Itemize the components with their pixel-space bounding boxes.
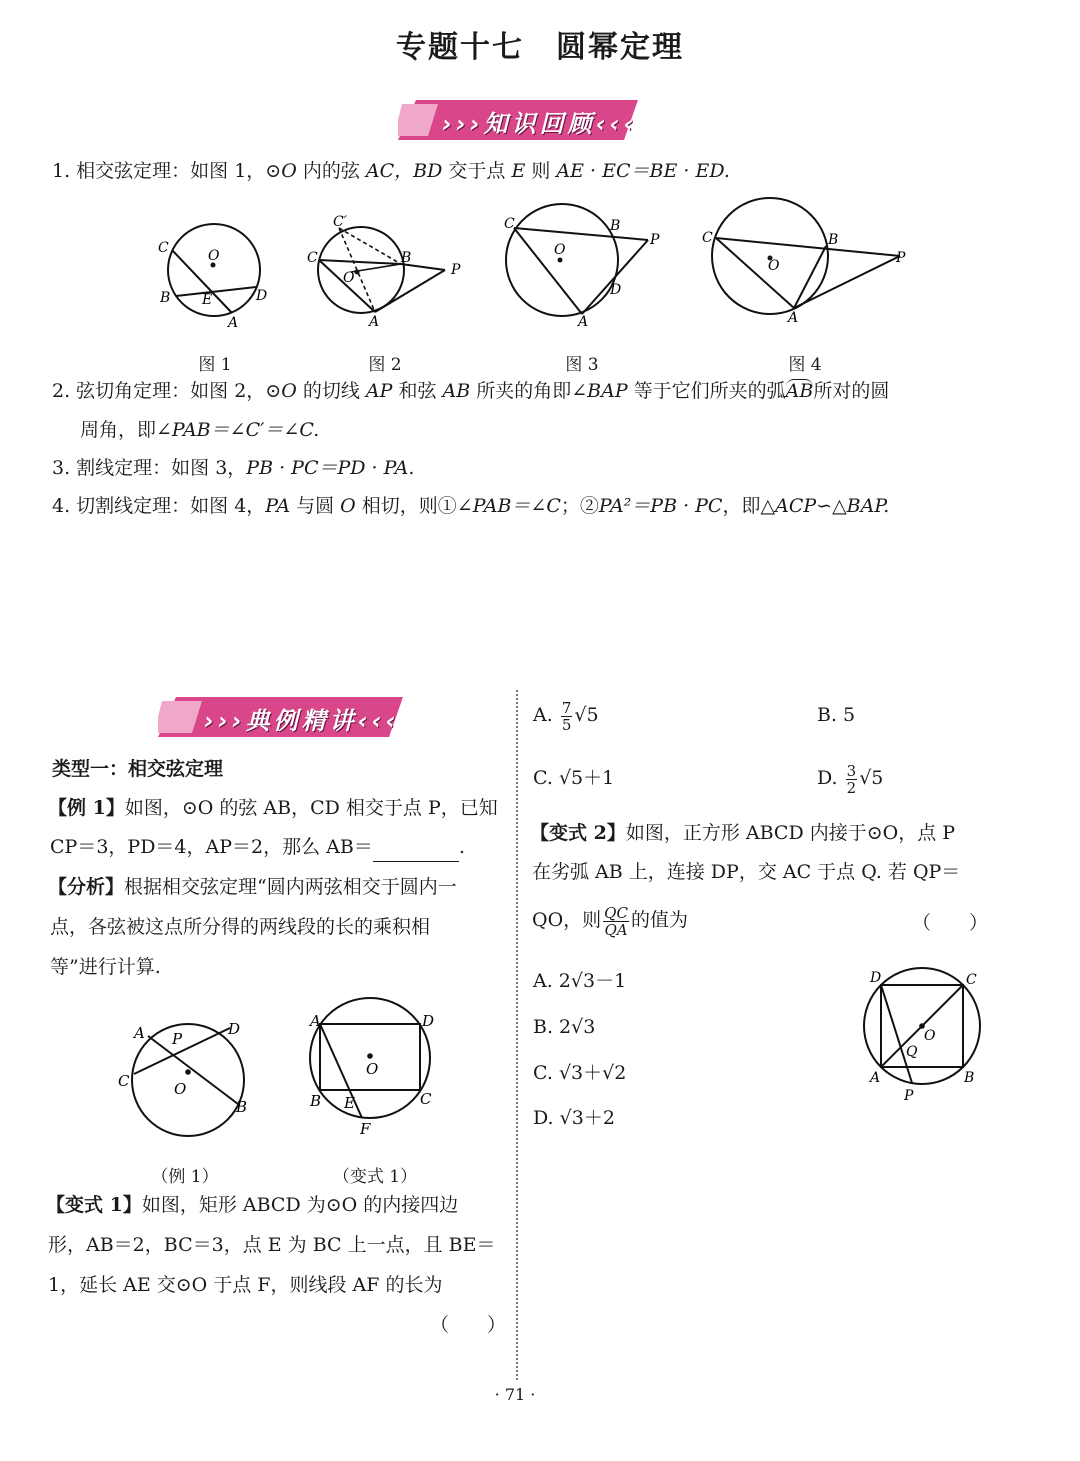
fig4-label: B [828,232,839,248]
figure-2 [305,212,475,332]
knowledge-item-2-cont [80,415,319,445]
analysis-text: 根据相交弦定理“圆内两弦相交于圆内一 [124,876,457,898]
answer-a[interactable]: A. 2√3－1 [533,970,627,992]
variant-2-diagram [858,960,988,1105]
answer-blank[interactable] [373,841,459,862]
item2-text: 和弦 [392,380,443,402]
variant-2-figure [858,960,988,1105]
item2-text: 所夹的角即∠ [470,380,588,402]
option-a-label: A. [533,704,553,726]
item4-text: 相切，则①∠ [355,495,473,517]
variant-2-text: 的值为 [630,909,688,931]
item2-text: 所对的圆 [813,380,890,402]
figure-4-caption: 图 4 [788,355,822,375]
banner-title: ›››典例精讲‹‹‹ [204,707,400,735]
item4-tangent: PA [265,495,291,517]
option-d-fraction [846,763,858,796]
ex1-label: B [236,1098,248,1116]
variant-2-answer-bracket[interactable]: （ ） [912,912,989,934]
variant-1-line-2: 形，AB＝2，BC＝3，点 E 为 BC 上一点，且 BE＝ [48,1234,496,1256]
analysis [48,872,457,902]
figure-4 [700,196,920,331]
item2-text: 2. 弦切角定理：如图 2，⊙ [52,380,282,402]
analysis-tag: 【分析】 [48,876,125,898]
example-1-figure [110,1010,260,1140]
example-1-caption: （例 1） [151,1167,219,1187]
item2-text: 周角，即∠ [80,419,172,441]
variant-1-caption: （变式 1） [332,1167,418,1187]
item3-text: 3. 割线定理：如图 3， [52,457,247,479]
var1-label: F [360,1120,371,1138]
var1-label: A [310,1012,321,1030]
var2-label: B [964,1070,975,1086]
item1-point: E [511,160,526,182]
fig3-label: B [610,218,621,234]
knowledge-item-2 [52,376,889,406]
variant-1 [46,1190,458,1220]
item2-chord: AB [442,380,471,402]
ex1-label: A [134,1024,145,1042]
item2-text: 的切线 [296,380,366,402]
var2-label: Q [906,1044,918,1060]
answer-d[interactable]: D. √3＋2 [533,1107,615,1129]
variant-1-diagram [300,990,450,1140]
item2-tangent: AP [365,380,393,402]
item2-text: 等于它们所夹的弧 [627,380,786,402]
page-number: · 71 · [494,1385,536,1404]
var2-label: C [966,972,977,988]
fig3-label: A [578,314,589,330]
fig1-label: O [208,248,220,264]
example-1-cont [50,832,465,862]
item4-text: 与圆 [290,495,341,517]
variant-2-tag: 【变式 2】 [530,822,626,844]
fig4-label: A [788,310,799,326]
option-d-label: D. [817,767,838,789]
fig2-label: C [307,250,318,266]
example-1 [48,793,498,823]
variant-2 [530,818,955,848]
option-a-root: √5 [574,704,599,726]
item4-formula: PA²＝PB · PC [598,495,723,517]
fig4-label: C [702,230,713,246]
fig1-label: C [158,240,169,256]
fig2-label: O [343,270,355,286]
page-title: 专题十七 圆幂定理 [396,30,684,65]
fig2-label: B [401,250,412,266]
variant-1-tag: 【变式 1】 [46,1194,142,1216]
answer-c[interactable]: C. √3＋√2 [533,1062,627,1084]
fraction-numerator: 3 [846,761,857,780]
option-a-fraction [561,700,573,733]
figure-2-diagram [305,212,475,332]
fig3-label: O [554,242,566,258]
fig2-label: C′ [333,214,347,230]
option-b[interactable]: B. 5 [817,704,856,726]
example-1-text: CP＝3，PD＝4，AP＝2，那么 AB＝ [50,836,373,858]
fig4-label: P [896,250,906,266]
variant-1-answer-bracket[interactable]: （ ） [430,1314,507,1336]
item4-formula: ACP∽△BAP. [775,495,890,517]
fig2-label: P [451,262,461,278]
option-d[interactable] [817,760,883,796]
knowledge-item-3 [52,453,414,483]
knowledge-item-4 [52,491,889,521]
item1-circle: O [281,160,297,182]
banner-knowledge-review [398,100,638,140]
var1-label: B [310,1092,322,1110]
figure-3-diagram [500,200,670,330]
variant-1-text: 如图，矩形 ABCD 为⊙O 的内接四边 [141,1194,459,1216]
figure-4-diagram [700,196,920,331]
variant-1-line-3: 1，延长 AE 交⊙O 于点 F，则线段 AF 的长为 [48,1274,443,1296]
item2-arc: AB [785,380,814,402]
column-divider [516,690,518,1380]
ex1-label: P [172,1030,183,1048]
var2-label: O [924,1028,936,1044]
figure-1 [150,212,280,332]
var1-label: E [344,1094,355,1112]
type-1-heading: 类型一：相交弦定理 [52,758,224,780]
item4-text: 4. 切割线定理：如图 4， [52,495,266,517]
var1-label: O [366,1060,379,1078]
figure-3-caption: 图 3 [565,355,599,375]
variant-2-line-2: 在劣弧 AB 上，连接 DP，交 AC 于点 Q. 若 QP＝ [532,861,961,883]
example-1-diagram [110,1010,260,1140]
var2-label: A [870,1070,881,1086]
var2-label: D [870,970,882,986]
figure-3 [500,200,670,330]
example-1-tag: 【例 1】 [48,797,125,819]
fig3-label: P [650,232,660,248]
item2-circle: O [281,380,297,402]
ex1-label: O [174,1080,187,1098]
option-a[interactable] [533,697,599,733]
item4-circle: O [340,495,356,517]
item1-chords: AC，BD [365,160,443,182]
banner-example-lecture [158,697,403,737]
ex1-label: D [228,1020,241,1038]
item3-formula: PB · PC＝PD · PA. [246,457,415,479]
item4-text: ，即△ [722,495,776,517]
knowledge-item-1 [52,156,730,186]
variant-2-fraction [603,905,629,938]
fig2-label: A [369,314,380,330]
item4-formula: PAB＝∠C [472,495,561,517]
item1-text: 内的弦 [296,160,366,182]
banner-title: ›››知识回顾‹‹‹ [442,110,638,138]
fig1-label: B [160,290,171,306]
fig3-label: D [610,282,622,298]
item1-formula: AE · EC＝BE · ED. [556,160,730,182]
figure-2-caption: 图 2 [368,355,402,375]
example-1-text: . [458,836,465,858]
variant-2-text: QO，则 [532,909,602,931]
fig1-label: E [202,292,213,308]
fig1-label: D [256,288,268,304]
analysis-line-3: 等”进行计算. [50,956,161,978]
item1-text: 1. 相交弦定理：如图 1，⊙ [52,160,282,182]
item1-text: 交于点 [442,160,512,182]
option-d-root: √5 [859,767,884,789]
fig3-label: C [504,216,515,232]
answer-b[interactable]: B. 2√3 [533,1016,596,1038]
fig1-label: A [228,315,239,331]
item2-angle: BAP [587,380,628,402]
analysis-line-2: 点，各弦被这点所分得的两线段的长的乘积相 [50,916,431,938]
fraction-denominator: QA [604,920,628,939]
example-1-text: 如图，⊙O 的弦 AB，CD 相交于点 P，已知 [124,797,498,819]
fraction-numerator: 7 [561,698,572,717]
figure-1-diagram [150,212,280,332]
variant-2-text: 如图，正方形 ABCD 内接于⊙O，点 P [625,822,956,844]
variant-1-figure [300,990,450,1140]
var1-label: C [420,1090,432,1108]
option-c[interactable]: C. √5＋1 [533,767,615,789]
ex1-label: C [118,1072,130,1090]
fig4-label: O [768,258,780,274]
item2-formula: PAB＝∠C′＝∠C. [171,419,320,441]
fraction-denominator: 5 [561,715,572,734]
variant-2-line-3 [532,900,688,940]
var2-label: P [904,1088,914,1104]
fraction-numerator: QC [604,903,628,922]
item1-text: 则 [525,160,557,182]
figure-1-caption: 图 1 [198,355,232,375]
fraction-denominator: 2 [846,778,857,797]
item4-text: ；② [560,495,599,517]
var1-label: D [422,1012,435,1030]
